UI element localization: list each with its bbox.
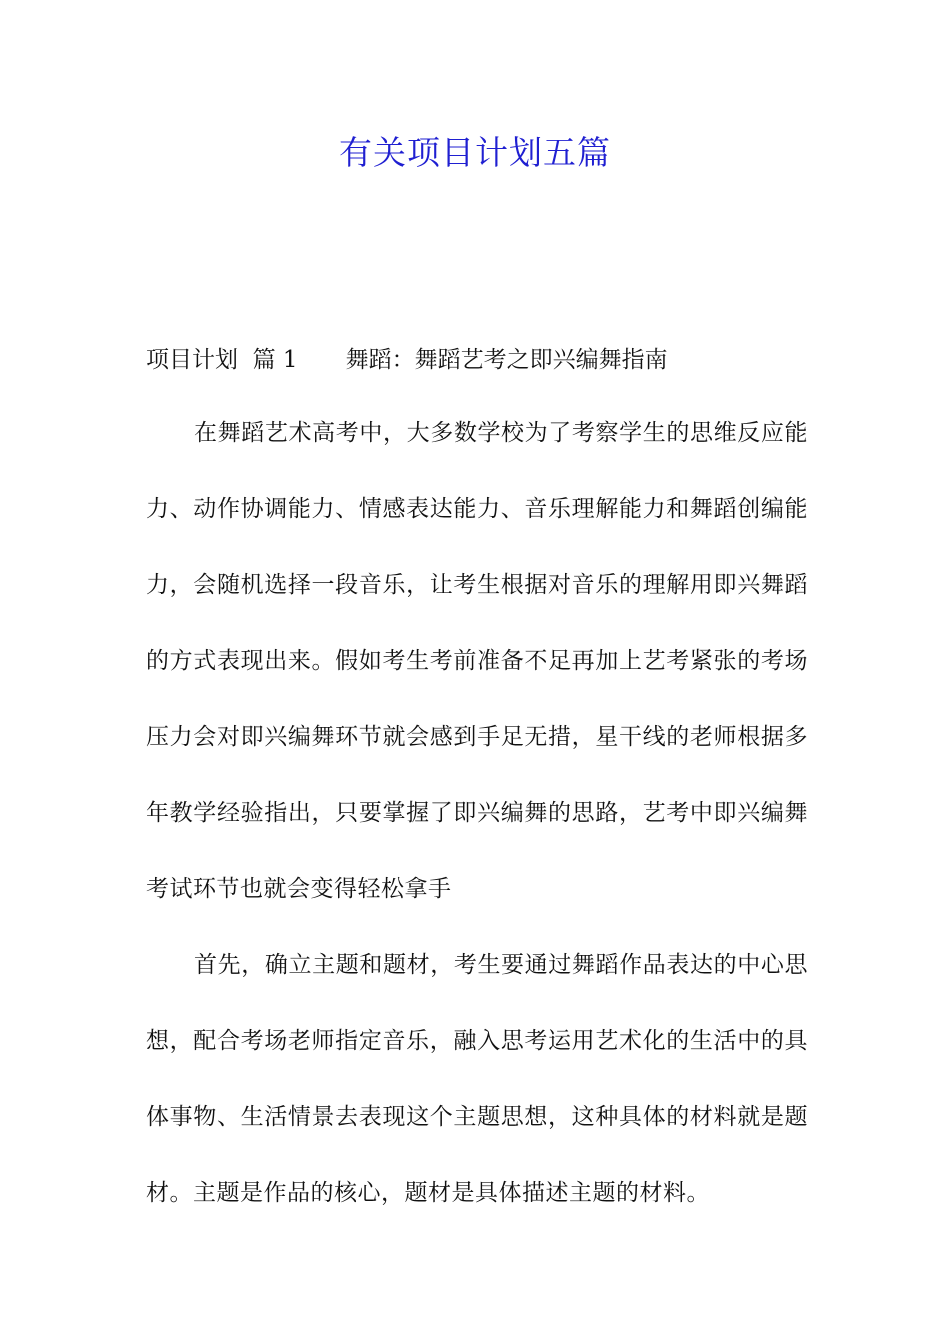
section-label: 项目计划 篇 1 xyxy=(146,347,298,373)
section-subtitle: 舞蹈：舞蹈艺考之即兴编舞指南 xyxy=(345,347,668,373)
paragraph-2: 首先，确立主题和题材，考生要通过舞蹈作品表达的中心思想，配合考场老师指定音乐，融入思考运用艺术化的生活中的具体事物、生活情景去表现这个主题思想，这种具体的材料就是题材。主题是作品的核心，题材是具体描述主题的材料。 xyxy=(146,952,808,1206)
document-title: 有关项目计划五篇 xyxy=(339,133,611,172)
section-heading xyxy=(146,340,808,380)
paragraph-1: 在舞蹈艺术高考中，大多数学校为了考察学生的思维反应能力、动作协调能力、情感表达能力、音乐理解能力和舞蹈创编能力，会随机选择一段音乐，让考生根据对音乐的理解用即兴舞蹈的方式表现出来。假如考生考前准备不足再加上艺考紧张的考场压力会对即兴编舞环节就会感到手足无措，星干线的老师根据多年教学经验指出，只要掌握了即兴编舞的思路，艺考中即兴编舞考试环节也就会变得轻松拿手 xyxy=(146,420,808,902)
